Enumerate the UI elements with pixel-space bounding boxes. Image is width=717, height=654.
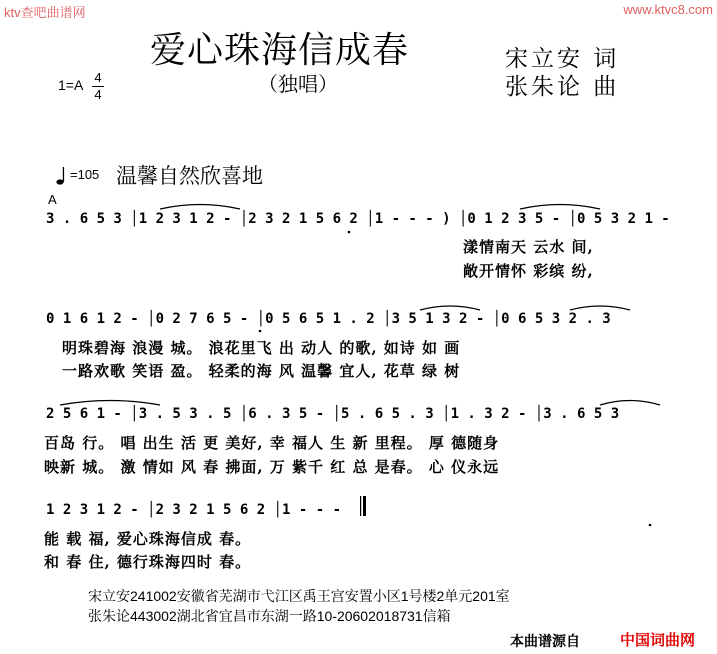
low-octave-dot [649, 524, 652, 527]
composer-credit: 张朱论 曲 [505, 74, 620, 100]
notation-line-2: 0 1 6 1 2 - │0 2 7 6 5 - │0 5 6 5 1 . 2 │3 5 1 3 2 - │0 6 5 3 2 . 3 [46, 311, 611, 327]
slur-mark [520, 205, 600, 210]
song-subtitle: （独唱） [258, 72, 338, 96]
slur-mark [420, 306, 480, 310]
composer-address: 张朱论443002湖北省宜昌市东湖一路10-20602018731信箱 [88, 608, 451, 624]
lyricist-address: 宋立安241002安徽省芜湖市弋江区禹王宫安置小区1号楼2单元201室 [88, 588, 510, 604]
notation-line-1: 3 . 6 5 3 │1 2 3 1 2 - │2 3 2 1 5 6 2 │1 - - - ) │0 1 2 3 5 - │0 5 3 2 1 - [46, 211, 670, 227]
lyric-line-2a: 明珠碧海 浪漫 城。 浪花里飞 出 动人 的歌, 如诗 如 画 [62, 339, 461, 357]
lyric-line-2b: 一路欢歌 笑语 盈。 轻柔的海 风 温馨 宜人, 花草 绿 树 [62, 362, 461, 380]
watermark-left: ktv查吧曲谱网 [4, 5, 86, 20]
chord-symbol: A [48, 192, 57, 207]
lyricist-credit: 宋立安 词 [505, 46, 620, 72]
source-label: 本曲谱源自 [510, 633, 580, 649]
slur-mark [570, 306, 630, 310]
lyric-line-4a: 能 载 福, 爱心珠海信成 春。 [44, 530, 252, 548]
tempo-marking: =105 [70, 167, 100, 182]
lyric-line-4b: 和 春 住, 德行珠海四时 春。 [44, 553, 252, 571]
lyric-line-1a: 漾情南天 云水 间, [463, 238, 594, 256]
notation-line-3: 2 5 6 1 - │3 . 5 3 . 5 │6 . 3 5 - │5 . 6 5 . 3 │1 . 3 2 - │3 . 6 5 3 [46, 406, 620, 422]
expression-marking: 温馨自然欣喜地 [116, 164, 263, 188]
key-signature: 1=A [58, 77, 84, 93]
slur-mark [160, 205, 240, 210]
song-title: 爱心珠海信成春 [150, 30, 410, 71]
source-site-link[interactable]: 中国词曲网 [620, 632, 696, 649]
slur-mark [60, 401, 160, 406]
lyric-line-3a: 百岛 行。 唱 出生 活 更 美好, 幸 福人 生 新 里程。 厚 德随身 [44, 434, 500, 452]
time-signature-denominator: 4 [94, 87, 102, 102]
low-octave-dot [348, 231, 351, 234]
lyric-line-1b: 敞开情怀 彩缤 纷, [463, 262, 594, 280]
lyric-line-3b: 映新 城。 激 情如 风 春 拂面, 万 紫千 红 总 是春。 心 仪永远 [44, 458, 500, 476]
time-signature-numerator: 4 [94, 70, 102, 85]
watermark-right: www.ktvc8.com [623, 2, 713, 17]
notation-line-4: 1 2 3 1 2 - │2 3 2 1 5 6 2 │1 - - - [46, 502, 342, 518]
slur-mark [600, 401, 660, 406]
low-octave-dot [259, 330, 262, 333]
